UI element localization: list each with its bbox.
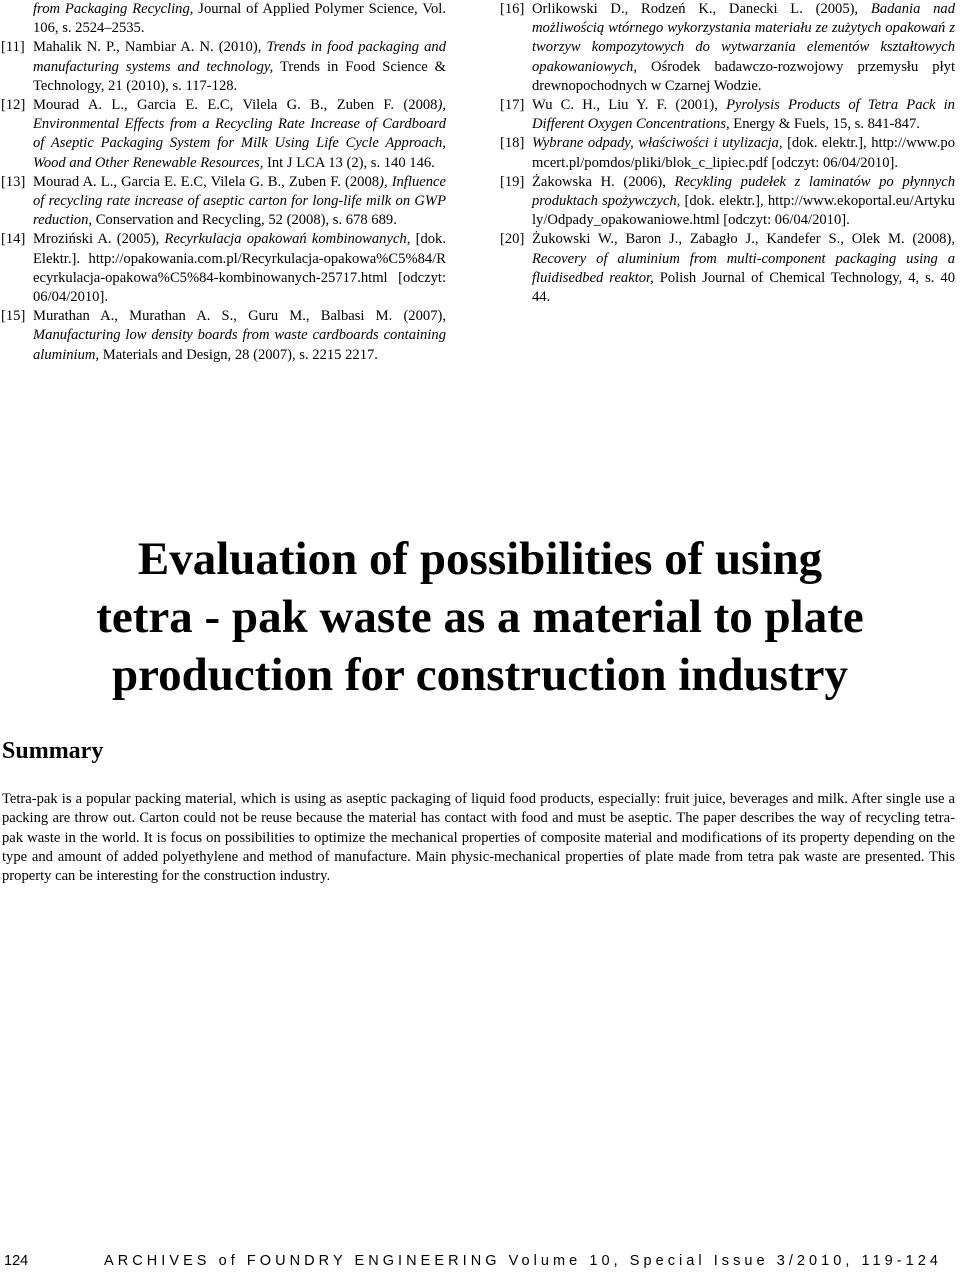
ref-source: Journal of Applied Polymer Science, Vol. 106, s. 2524–2535. xyxy=(33,1,446,37)
ref-title: ), Environmental Effects from a Recycling Rate Increase of Cardboard of Aseptic Packaging System for Milk Using Life Cycle Approach, Wood and Other Renewable Resources, xyxy=(33,97,446,171)
ref-authors: Wu C. H., Liu Y. F. (2001), xyxy=(532,97,727,114)
page-number: 124 xyxy=(4,1253,29,1269)
summary-heading: Summary xyxy=(2,738,104,764)
reference-14 xyxy=(1,230,446,307)
ref-title: Badania nad możliwością wtórnego wykorzystania materiału ze zużytych opakowań z tworzyw kompozytowych do wytwarzania elementów kształtowych opakowaniowych, xyxy=(532,1,955,75)
reference-12 xyxy=(1,96,446,173)
ref-source: Energy & Fuels, 15, s. 841-847. xyxy=(729,116,920,133)
ref-title: Manufacturing low density boards from waste cardboards containing aluminium, xyxy=(33,327,446,363)
reference-19 xyxy=(500,173,956,231)
reference-11 xyxy=(1,38,447,96)
ref-number: [19] xyxy=(500,173,525,190)
ref-authors: Mahalik N. P., Nambiar A. N. (2010), xyxy=(33,39,267,56)
ref-number: [20] xyxy=(500,231,525,248)
left-reference-column xyxy=(1,0,447,365)
ref-number: [15] xyxy=(1,308,26,325)
reference-13 xyxy=(1,173,446,231)
ref-authors: Mroziński A. (2005), xyxy=(33,231,165,248)
ref-authors: Mourad A. L., Garcia E. E.C, Vilela G. B., Zuben F. (2008 xyxy=(33,173,380,190)
ref-title: Wybrane odpady, właściwości i utylizacja, xyxy=(532,135,783,152)
page-footer xyxy=(0,1253,960,1273)
reference-16 xyxy=(500,0,955,96)
title-line: tetra - pak waste as a material to plate xyxy=(96,591,864,643)
ref-source[interactable]: [dok. elektr.], http://www.ekoportal.eu/Artykuly/Odpady_opakowaniowe.html [odczyt: 06/04/2010]. xyxy=(532,193,955,229)
ref-title: ), Influence of recycling rate increase of aseptic carton for long-life milk on GWP reduction, xyxy=(33,173,446,229)
ref-number: [16] xyxy=(500,1,525,17)
ref-source: Int J LCA 13 (2), s. 140 146. xyxy=(263,154,435,171)
ref-number: [13] xyxy=(1,173,26,190)
ref-source[interactable]: [dok. elektr.], http://www.pomcert.pl/pomdos/pliki/blok_c_lipiec.pdf [odczyt: 06/04/2010]. xyxy=(532,135,955,171)
ref-title: Pyrolysis Products of Tetra Pack in Different Oxygen Concentrations, xyxy=(532,97,955,133)
ref-source: Ośrodek badawczo-rozwojowy przemysłu płyt drewnopochodnych w Czarnej Wodzie. xyxy=(532,58,955,94)
ref-number: [14] xyxy=(1,231,26,248)
title-line: Evaluation of possibilities of using xyxy=(137,533,823,585)
ref-authors: Murathan A., Murathan A. S., Guru M., Balbasi M. (2007), xyxy=(33,308,446,325)
ref-number: [18] xyxy=(500,135,525,152)
ref-number: [12] xyxy=(1,97,26,114)
ref-source: Trends in Food Science & Technology, 21 (2010), s. 117-128. xyxy=(33,58,447,94)
ref-authors: Żukowski W., Baron J., Zabagło J., Kandefer S., Olek M. (2008), xyxy=(532,231,955,248)
reference-17 xyxy=(500,96,955,134)
ref-source[interactable]: [dok. Elektr.]. http://opakowania.com.pl/Recyrkulacja-opakowa%C5%84/Recyrkulacja-opakowa%C5%84-kombinowanych-25717.html [odczyt: 06/04/2010]. xyxy=(33,231,446,306)
ref-number: [11] xyxy=(1,39,25,56)
ref-authors: Mourad A. L., Garcia E. E.C, Vilela G. B., Zuben F. (2008 xyxy=(33,97,438,114)
ref-authors: Orlikowski D., Rodzeń K., Danecki L. (2005), xyxy=(532,1,871,17)
paper-title xyxy=(0,530,960,704)
ref-title: Recyrkulacja opakowań kombinowanych, xyxy=(164,231,411,248)
ref-source: Conservation and Recycling, 52 (2008), s. 678 689. xyxy=(92,212,397,229)
reference-18 xyxy=(500,134,955,172)
journal-reference: ARCHIVES of FOUNDRY ENGINEERING Volume 10, Special Issue 3/2010, 119-124 xyxy=(104,1253,943,1269)
reference-15 xyxy=(1,307,446,365)
reference-continuation xyxy=(14,0,446,38)
ref-source: Materials and Design, 28 (2007), s. 2215 2217. xyxy=(99,346,378,363)
title-line: production for construction industry xyxy=(112,649,848,701)
reference-20 xyxy=(500,230,956,307)
ref-title: Trends in food packaging and manufacturing systems and technology, xyxy=(33,39,446,75)
ref-source: Polish Journal of Chemical Technology, 4, s. 40 44. xyxy=(532,269,956,306)
ref-title: Recykling pudełek z laminatów po płynnych produktach spożywczych, xyxy=(532,173,956,210)
ref-title: Recovery of aluminium from multi-component packaging using a fluidisedbed reaktor, xyxy=(532,250,955,286)
summary-paragraph: Tetra-pak is a popular packing material, which is using as aseptic packaging of liquid food products, especially: fruit juice, beverages and milk. After single use a packing are throw out. Carton could not be reuse because the material has contact with food and must be aseptic. The paper describes the way of recycling tetra-pak waste in the world. It is focus on possibilities to optimize the mechanical properties of composite material and modifications of its property depending on the type and amount of added polyethylene and method of manufacture. Main physic-mechanical properties of plate made from tetra pak waste are presented. This property can be interesting for the construction industry. xyxy=(2,791,955,885)
ref-title: from Packaging Recycling, xyxy=(33,1,194,17)
ref-authors: Żakowska H. (2006), xyxy=(532,173,675,190)
right-reference-column xyxy=(500,0,956,307)
ref-number: [17] xyxy=(500,97,525,114)
